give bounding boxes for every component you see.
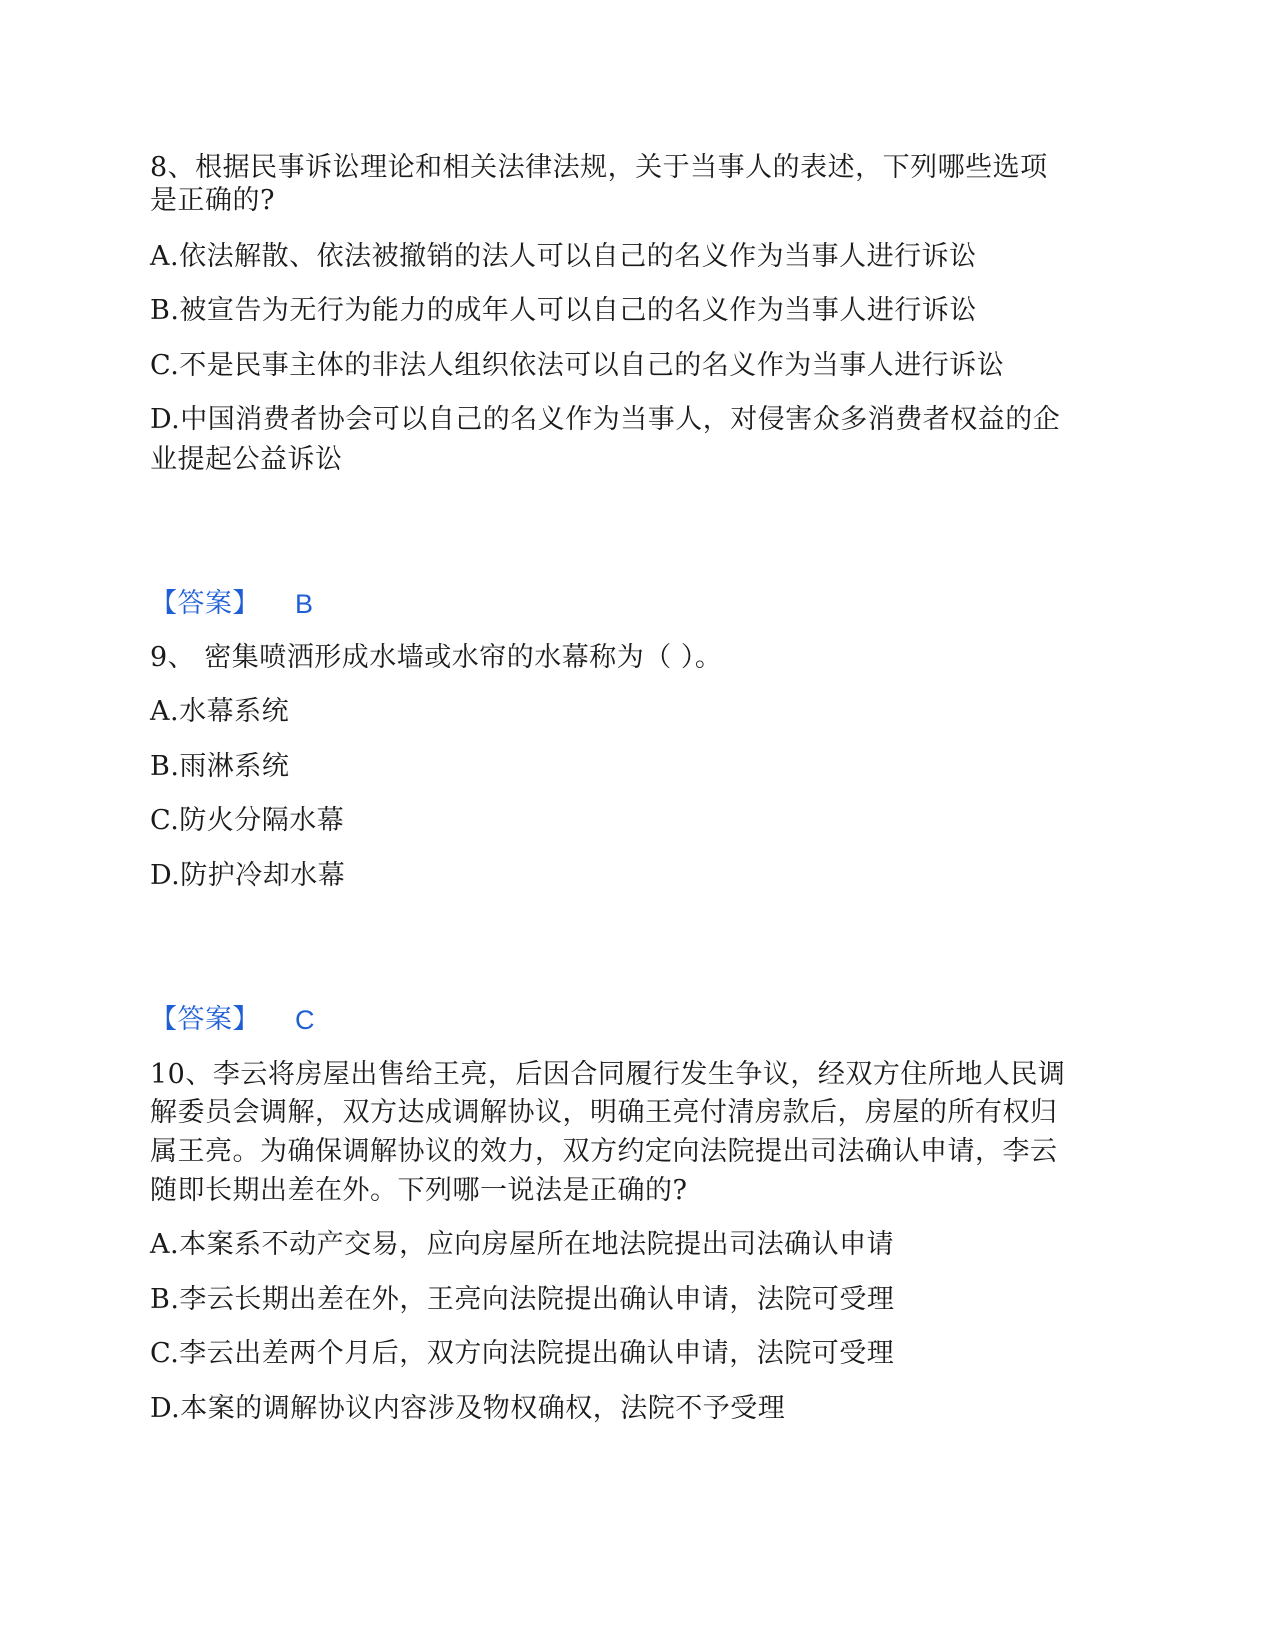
question-8-option-d: D.中国消费者协会可以自己的名义作为当事人，对侵害众多消费者权益的企 bbox=[150, 404, 1061, 435]
answer-label: 【答案】 bbox=[150, 588, 260, 619]
question-9-stem: 9、 密集喷洒形成水墙或水帘的水幕称为（ ）。 bbox=[150, 642, 723, 673]
question-10-option-b: B.李云长期出差在外，王亮向法院提出确认申请，法院可受理 bbox=[150, 1284, 895, 1315]
question-8-answer bbox=[150, 584, 1110, 624]
question-8-stem-cont: 是正确的? bbox=[150, 185, 275, 216]
question-9-option-c: C.防火分隔水幕 bbox=[150, 805, 345, 836]
question-8-option-b: B.被宣告为无行为能力的成年人可以自己的名义作为当事人进行诉讼 bbox=[150, 295, 977, 326]
question-10-stem: 10、李云将房屋出售给王亮，后因合同履行发生争议，经双方住所地人民调 bbox=[150, 1059, 1066, 1090]
question-9-option-a: A.水幕系统 bbox=[150, 696, 290, 727]
answer-value: B bbox=[295, 589, 314, 619]
question-10-option-a: A.本案系不动产交易，应向房屋所在地法院提出司法确认申请 bbox=[150, 1229, 895, 1260]
question-10-option-d: D.本案的调解协议内容涉及物权确权，法院不予受理 bbox=[150, 1393, 786, 1424]
question-10-stem-cont-3: 随即长期出差在外。下列哪一说法是正确的? bbox=[150, 1175, 688, 1206]
question-8-option-c: C.不是民事主体的非法人组织依法可以自己的名义作为当事人进行诉讼 bbox=[150, 350, 1005, 381]
question-9-answer bbox=[150, 1000, 1110, 1040]
question-10-option-c: C.李云出差两个月后，双方向法院提出确认申请，法院可受理 bbox=[150, 1338, 895, 1369]
question-10-stem-cont-2: 属王亮。为确保调解协议的效力，双方约定向法院提出司法确认申请，李云 bbox=[150, 1136, 1058, 1167]
question-8-option-a: A.依法解散、依法被撤销的法人可以自己的名义作为当事人进行诉讼 bbox=[150, 241, 977, 272]
question-9-option-b: B.雨淋系统 bbox=[150, 751, 290, 782]
answer-label: 【答案】 bbox=[150, 1004, 260, 1035]
answer-value: C bbox=[295, 1005, 315, 1035]
question-8-stem: 8、根据民事诉讼理论和相关法律法规，关于当事人的表述，下列哪些选项 bbox=[150, 152, 1048, 183]
question-10-stem-cont-1: 解委员会调解，双方达成调解协议，明确王亮付清房款后，房屋的所有权归 bbox=[150, 1097, 1058, 1128]
question-8-option-d-cont: 业提起公益诉讼 bbox=[150, 444, 343, 475]
question-9-option-d: D.防护冷却水幕 bbox=[150, 860, 346, 891]
